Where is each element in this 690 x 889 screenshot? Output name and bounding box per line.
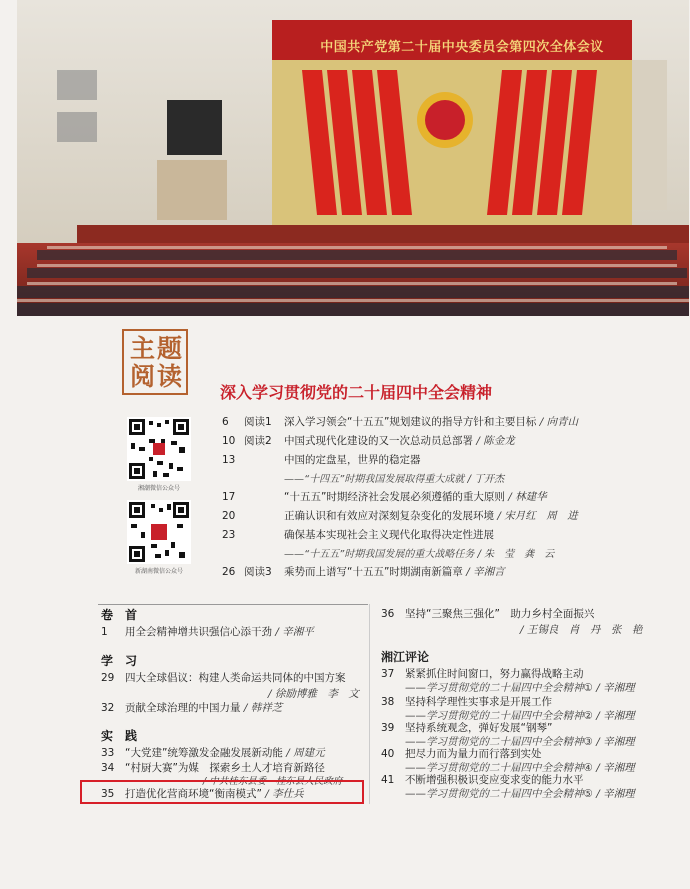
toc-page: 10: [222, 435, 236, 447]
section-heading-xuexi: 学习: [101, 654, 150, 668]
item-author: / 王锡良 肖 丹 张 艳: [520, 624, 643, 636]
list-item[interactable]: [101, 624, 314, 639]
toc-subtitle: [284, 545, 554, 560]
toc-row[interactable]: [222, 433, 515, 448]
toc-row[interactable]: [222, 508, 578, 523]
toc-row[interactable]: [222, 414, 578, 429]
theme-char-3: 阅: [130, 362, 156, 391]
item-page: 33: [101, 747, 115, 759]
toc-author: / 朱 莹 龚 云: [477, 549, 555, 560]
item-page: 38: [381, 696, 395, 708]
item-author: / 周建元: [286, 747, 325, 759]
toc-author: / 向青山: [539, 416, 579, 428]
toc-title: 正确认识和有效应对深刻复杂变化的发展环境: [284, 510, 494, 522]
qr-code-xiangchao[interactable]: [127, 417, 191, 481]
theme-title: 深入学习贯彻党的二十届四中全会精神: [220, 383, 493, 402]
item-title: 把尽力而为量力而行落到实处: [405, 748, 542, 760]
subtitle-text: ——学习贯彻党的二十届四中全会精神⑤: [405, 788, 593, 800]
item-page: 35: [101, 788, 115, 800]
qr-code-xinhunan[interactable]: [127, 500, 191, 564]
item-author: / 辛湘理: [596, 788, 635, 800]
item-page: 37: [381, 668, 395, 680]
toc-title: 确保基本实现社会主义现代化取得决定性进展: [284, 529, 494, 541]
toc-title: ——“十四五”时期我国发展取得重大成就: [284, 474, 465, 485]
toc-column: 阅读2: [244, 435, 272, 447]
item-title: 坚持系统观念，弹好发展“钢琴”: [405, 722, 553, 734]
toc-page: 23: [222, 529, 236, 541]
item-author: / 辛湘平: [275, 626, 314, 638]
theme-char-4: 读: [157, 362, 183, 391]
item-author: / 辛湘理: [596, 736, 635, 748]
item-title: 坚持科学理性实事求是开展工作: [405, 696, 552, 708]
toc-author: / 林建华: [508, 491, 547, 503]
toc-author: / 丁开杰: [467, 474, 505, 485]
item-author: / 徐励博雅 李 文: [268, 688, 359, 700]
toc-page: 6: [222, 416, 229, 428]
item-title: 不断增强积极识变应变求变的能力水平: [405, 774, 584, 786]
list-item[interactable]: [381, 772, 584, 787]
theme-char-2: 题: [157, 334, 183, 363]
toc-title: 乘势而上谱写“十五五”时期湖南新篇章: [284, 566, 463, 578]
highlight-box: [80, 780, 364, 804]
toc-page: 20: [222, 510, 236, 522]
item-title: “村厨大赛”为媒 探索乡土人才培育新路径: [125, 762, 325, 774]
theme-reading-logo: [122, 329, 188, 395]
list-item[interactable]: [381, 666, 584, 681]
item-author: / 中共桂东县委 桂东县人民政府: [203, 776, 343, 787]
item-title: 坚持“三聚焦三强化” 助力乡村全面振兴: [405, 608, 595, 620]
toc-title: 中国式现代化建设的又一次总动员总部署: [284, 435, 473, 447]
toc-title: 中国的定盘星，世界的稳定器: [284, 454, 421, 466]
toc-author: / 陈金龙: [476, 435, 515, 447]
toc-row[interactable]: [222, 527, 494, 542]
subtitle-text: ——学习贯彻党的二十届四中全会精神②: [405, 710, 593, 722]
item-author: / 辛湘理: [596, 710, 635, 722]
cover-photo: [17, 0, 689, 316]
item-page: 32: [101, 702, 115, 714]
qr-caption-2: 新湖南微信公众号: [134, 568, 183, 575]
list-item[interactable]: [101, 745, 325, 760]
item-title: 贡献全球治理的中国力量: [125, 702, 241, 714]
subtitle-text: ——学习贯彻党的二十届四中全会精神③: [405, 736, 593, 748]
list-item[interactable]: [381, 720, 552, 735]
section-heading-juanshou: 卷首: [101, 608, 150, 622]
item-page: 40: [381, 748, 395, 760]
toc-author: / 辛湘言: [466, 566, 505, 578]
toc-column: 阅读3: [244, 566, 272, 578]
item-page: 39: [381, 722, 395, 734]
toc-title: “十五五”时期经济社会发展必须遵循的重大原则: [284, 491, 505, 503]
item-title: 用全会精神增共识强信心添干劲: [125, 626, 272, 638]
section-heading-shijian: 实践: [101, 729, 150, 743]
toc-page: 26: [222, 566, 236, 578]
item-author: / 李仕兵: [265, 788, 304, 800]
item-subtitle: [405, 786, 635, 801]
item-page: 29: [101, 672, 115, 684]
item-title: 四大全球倡议：构建人类命运共同体的中国方案: [125, 672, 346, 684]
list-item[interactable]: [101, 700, 282, 715]
list-item[interactable]: [101, 670, 346, 685]
item-title: 打造优化营商环境“衡南模式”: [125, 788, 262, 800]
item-author: / 辛湘理: [596, 762, 635, 774]
toc-page: 17: [222, 491, 236, 503]
item-page: 1: [101, 626, 108, 638]
item-page: 36: [381, 608, 395, 620]
qr-caption-1: 湘潮微信公众号: [137, 485, 180, 492]
divider: [98, 604, 368, 605]
toc-row[interactable]: [222, 489, 547, 504]
item-subtitle: [405, 680, 635, 695]
subtitle-text: ——学习贯彻党的二十届四中全会精神④: [405, 762, 593, 774]
toc-page: 13: [222, 454, 236, 466]
list-item[interactable]: [381, 746, 542, 761]
banner-title: 中国共产党第二十届中央委员会第四次全体会议: [320, 40, 604, 55]
item-author: / 韩祥芝: [243, 702, 283, 714]
item-page: 34: [101, 762, 115, 774]
item-page: 41: [381, 774, 395, 786]
section-heading-xiangjiang: 湘江评论: [381, 650, 430, 664]
item-title: “大党建”统筹激发金融发展新动能: [125, 747, 283, 759]
toc-row[interactable]: [222, 564, 505, 579]
subtitle-text: ——学习贯彻党的二十届四中全会精神①: [405, 682, 593, 694]
toc-row[interactable]: [222, 452, 421, 467]
list-item[interactable]: [381, 606, 594, 621]
item-title: 紧紧抓住时间窗口，努力赢得战略主动: [405, 668, 584, 680]
toc-column: 阅读1: [244, 416, 272, 428]
item-author: / 辛湘理: [596, 682, 635, 694]
toc-author: / 宋月红 周 进: [497, 510, 578, 522]
theme-char-1: 主: [130, 334, 156, 363]
column-divider: [369, 604, 370, 804]
list-item[interactable]: [381, 694, 552, 709]
toc-title: ——“十五五”时期我国发展的重大战略任务: [284, 549, 475, 560]
toc-title: 深入学习领会“十五五”规划建议的指导方针和主要目标: [284, 416, 537, 428]
toc-subtitle: [284, 470, 504, 485]
